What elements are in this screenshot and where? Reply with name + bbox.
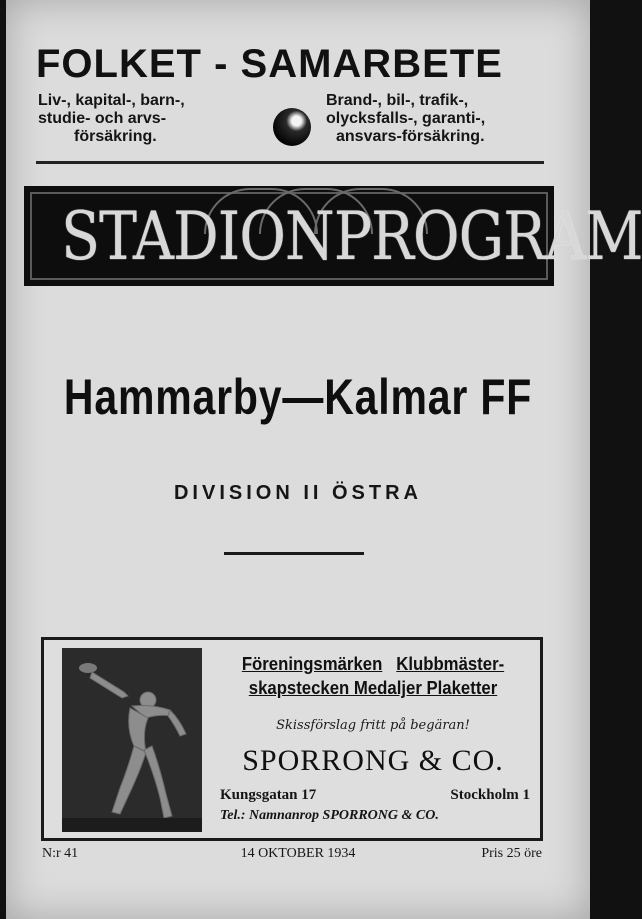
ad-divider-rule bbox=[36, 161, 544, 164]
ad-line-2: skapstecken Medaljer Plaketter bbox=[248, 678, 498, 698]
company-street: Kungsgatan 17 bbox=[220, 787, 317, 803]
match-title: Hammarby—Kalmar FF bbox=[63, 369, 533, 425]
insurance-ad-right-text bbox=[326, 92, 556, 146]
company-name: SPORRONG & CO. bbox=[242, 744, 504, 777]
sporrong-ad-box bbox=[41, 637, 543, 841]
company-phone: Tel.: Namnanrop SPORRONG & CO. bbox=[220, 808, 439, 823]
program-price: Pris 25 öre bbox=[481, 846, 542, 861]
ad-left-line: studie- och arvs- bbox=[38, 110, 167, 127]
ad-club-text: Klubbmäster- bbox=[396, 654, 505, 674]
discus-thrower-image bbox=[62, 648, 202, 832]
ad-right-line: Brand-, bil-, trafik-, bbox=[326, 92, 469, 109]
ad-sketch-offer: Skissförslag fritt på begäran! bbox=[276, 718, 470, 733]
program-cover bbox=[6, 0, 642, 919]
ad-line-1 bbox=[221, 652, 524, 700]
ad-left-line: försäkring. bbox=[74, 128, 157, 145]
ad-left-line: Liv-, kapital-, barn-, bbox=[38, 92, 185, 109]
company-city: Stockholm 1 bbox=[450, 787, 530, 803]
insurance-ad-left-text bbox=[38, 92, 268, 146]
ad-right-line: ansvars-försäkring. bbox=[336, 128, 485, 145]
program-date: 14 OKTOBER 1934 bbox=[240, 846, 356, 861]
banner-title: STADIONPROGRAM bbox=[61, 198, 642, 275]
insurance-ad-title: FOLKET - SAMARBETE bbox=[36, 42, 503, 86]
globe-logo-icon bbox=[273, 108, 311, 146]
stadion-banner bbox=[24, 186, 642, 286]
ad-badges-text: Föreningsmärken bbox=[241, 654, 383, 674]
ad-right-line: olycksfalls-, garanti-, bbox=[326, 110, 486, 127]
section-divider bbox=[224, 552, 364, 555]
division-label: DIVISION II ÖSTRA bbox=[173, 482, 423, 504]
program-number: N:r 41 bbox=[42, 846, 79, 861]
